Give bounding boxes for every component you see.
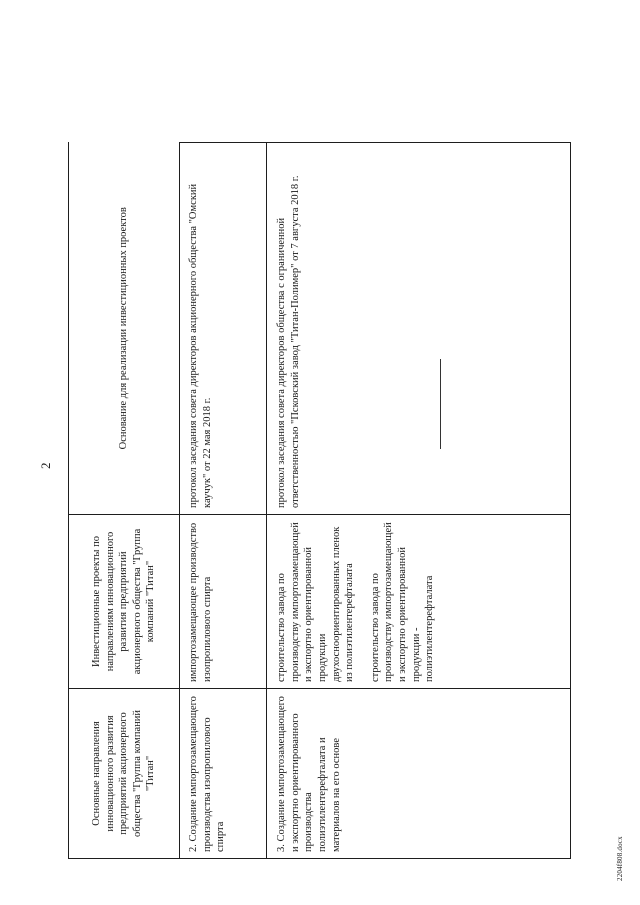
- project-item: импортозамещающее производство изопропилового спирта: [188, 522, 213, 682]
- cell-direction: 2. Создание импортозамещающего производства изопропилового спирта: [180, 689, 267, 859]
- page-number: 2: [38, 462, 53, 469]
- table-header-row: [69, 143, 180, 859]
- project-item: строительство завода по производству импортозамещающей и экспортно ориентированной продукции двухосноориентированных пленок из полиэтилентерефталата: [276, 522, 356, 682]
- cell-basis: протокол заседания совета директоров общества с ограниченной ответственностью "Псковский завод "Титан-Полимер" от 7 августа 2018 г.: [267, 143, 571, 515]
- header-basis: Основание для реализации инвестиционных проектов: [69, 143, 180, 515]
- header-directions: Основные направления инновационного развития предприятий акционерного общества "Группа компаний "Титан": [69, 689, 180, 859]
- header-projects: Инвестиционные проекты по направлениям инновационного развития предприятий акционерного общества "Группа компаний "Титан": [69, 515, 180, 689]
- cell-projects: [267, 515, 571, 689]
- cell-projects: [180, 515, 267, 689]
- project-item: строительство завода по производству импортозамещающей и экспортно ориентированной продукции - полиэтилентерефталата: [369, 522, 436, 682]
- investment-projects-table: [68, 142, 571, 859]
- table-row: [267, 143, 571, 859]
- separator-line: [440, 359, 441, 449]
- rotated-landscape-content: [0, 59, 640, 889]
- cell-basis: протокол заседания совета директоров акционерного общества "Омский каучук" от 22 мая 2018 г.: [180, 143, 267, 515]
- table-row: [180, 143, 267, 859]
- cell-direction: 3. Создание импортозамещающего и экспортно ориентированного производства полиэтилентерефталата и материалов на его основе: [267, 689, 571, 859]
- footer-filename: 2204f808.docx: [616, 836, 624, 881]
